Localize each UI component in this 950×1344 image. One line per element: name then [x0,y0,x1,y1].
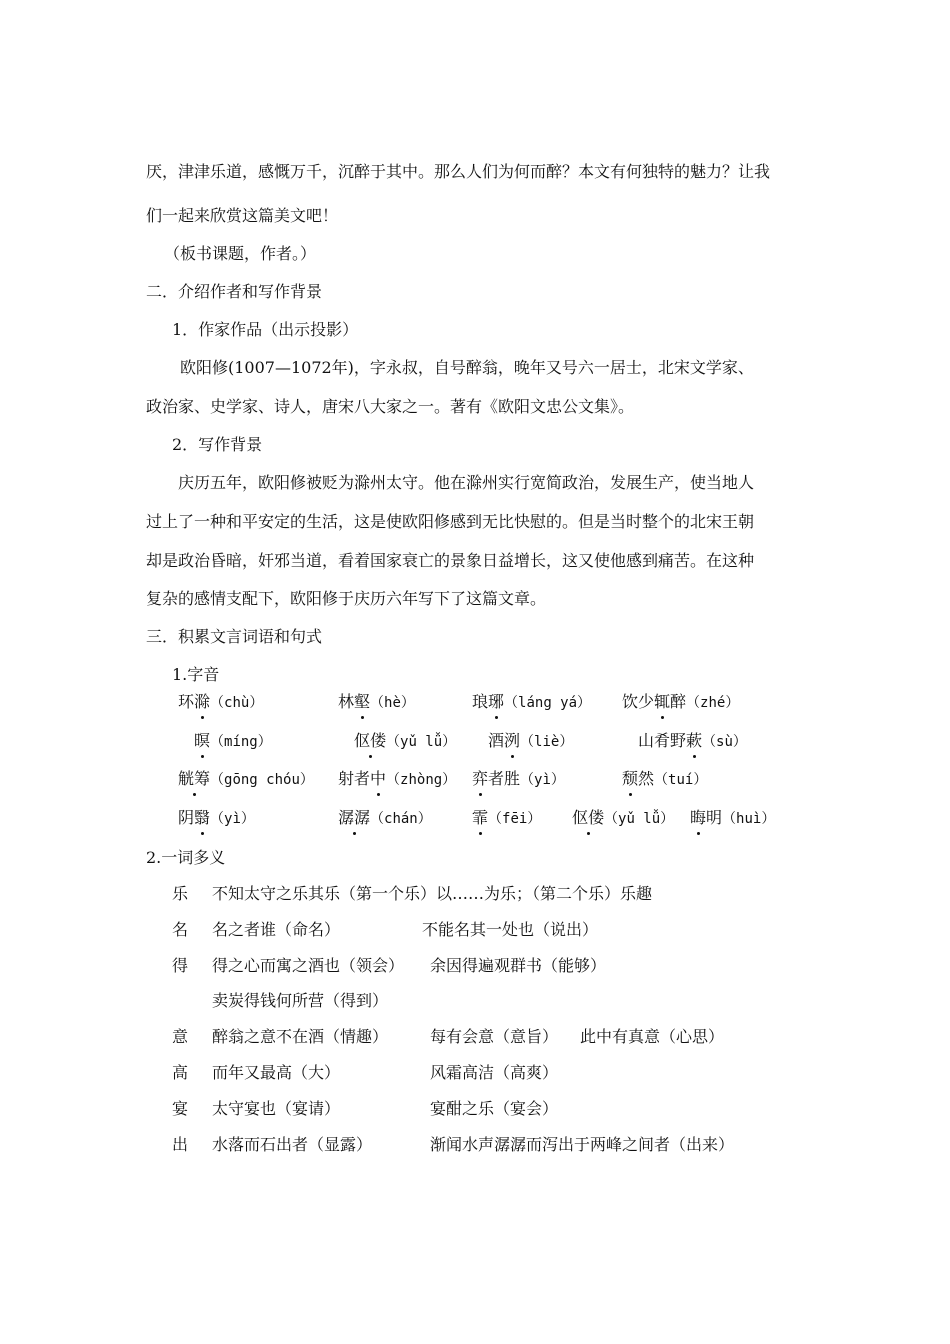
pron-dotted-char: 翳 [194,808,211,827]
background-line-2: 过上了一种和平安定的生活，这是使欧阳修感到无比快慰的。但是当时整个的北宋王朝 [146,512,755,531]
pinyin: （tuí） [654,772,708,788]
pinyin: （fēi） [488,811,542,827]
pinyin: （zhé） [686,695,740,711]
pinyin: （liè） [520,734,574,750]
pron-item: 山肴野蔌（sù） [638,731,747,750]
pron-dotted-char: 弈 [472,769,489,788]
pinyin: （sù） [702,734,747,750]
polysemy-example: 此中有真意（心思） [580,1027,725,1046]
pron-item [472,808,541,829]
pinyin: （gōng chóu） [210,772,314,788]
pron-dotted-char: 中 [370,769,387,788]
polysemy-example: 风霜高洁（高爽） [430,1063,559,1082]
pinyin: （yì） [210,811,255,827]
polysemy-example: 而年又最高（大） [212,1063,341,1082]
pron-item [194,731,272,752]
section-2-2-heading: 2．写作背景 [172,435,263,454]
polysemy-example: 不能名其一处也（说出） [422,920,599,939]
pron-item: 射者中（zhòng） [338,769,457,788]
polysemy-example: 每有会意（意旨） [430,1027,559,1046]
section-2-1-heading: 1．作家作品（出示投影） [172,320,359,339]
pinyin: （chán） [370,811,432,827]
polysemy-example: 名之者谁（命名） [212,920,341,939]
pronunciation-heading: 1.字音 [172,665,220,684]
polysemy-example: 宴酣之乐（宴会） [430,1099,559,1118]
polysemy-char: 乐 [172,884,189,903]
pron-dotted-char: 辄 [654,692,671,711]
polysemy-example: 水落而石出者（显露） [212,1135,373,1154]
pron-item [178,769,314,790]
pinyin: （láng yá） [504,695,592,711]
section-2-heading: 二．介绍作者和写作背景 [146,282,323,301]
polysemy-char: 出 [172,1135,189,1154]
background-line-3: 却是政治昏暗，奸邪当道，看着国家衰亡的景象日益增长，这又使他感到痛苦。在这种 [146,551,755,570]
pron-item: 颓然（tuí） [622,769,708,788]
polysemy-char: 高 [172,1063,189,1082]
polysemy-heading: 2.一词多义 [146,848,226,867]
pinyin: （yǔ lǚ） [386,734,457,750]
pron-item [354,731,456,752]
background-line-1: 庆历五年，欧阳修被贬为滁州太守。他在滁州实行宽简政治，发展生产，使当地人 [178,473,755,492]
pron-item [572,808,674,829]
polysemy-char: 得 [172,956,189,975]
pron-item: 饮少辄醉（zhé） [622,692,740,711]
pinyin: （huì） [722,811,776,827]
pinyin: （yì） [520,772,565,788]
pron-item [338,808,432,829]
pron-dotted-char: 伛偻 [572,808,605,827]
pron-dotted-char: 潺潺 [338,808,371,827]
pron-item: 阴翳（yì） [178,808,255,827]
intro-line-2: 们一起来欣赏这篇美文吧！ [146,206,339,225]
pinyin: （hè） [370,695,415,711]
polysemy-example: 余因得遍观群书（能够） [430,956,607,975]
pron-item: 弈者胜（yì） [472,769,565,788]
pinyin: （zhòng） [386,772,457,788]
pinyin: （chù） [210,695,264,711]
polysemy-example: 太守宴也（宴请） [212,1099,341,1118]
pinyin: （yǔ lǚ） [604,811,675,827]
polysemy-char: 名 [172,920,189,939]
intro-note: （板书课题，作者。） [164,244,317,263]
author-paragraph-line-2: 政治家、史学家、诗人，唐宋八大家之一。著有《欧阳文忠公文集》。 [146,397,635,416]
polysemy-example: 醉翁之意不在酒（情趣） [212,1027,389,1046]
pron-item: 林壑（hè） [338,692,415,711]
intro-line-1: 厌，津津乐道，感慨万千，沉醉于其中。那么人们为何而醉？本文有何独特的魅力？让我 [146,162,771,181]
polysemy-example: 渐闻水声潺潺而泻出于两峰之间者（出来） [430,1135,735,1154]
pron-dotted-char: 伛偻 [354,731,387,750]
pron-dotted-char: 暝 [194,731,211,750]
pron-item: 酒洌（liè） [488,731,574,750]
pron-dotted-char: 琊 [488,692,505,711]
pron-item: 琅琊（láng yá） [472,692,592,711]
pron-dotted-char: 颓 [622,769,639,788]
polysemy-char: 宴 [172,1099,189,1118]
pron-dotted-char: 洌 [504,731,521,750]
background-line-4: 复杂的感情支配下，欧阳修于庆历六年写下了这篇文章。 [146,589,547,608]
pinyin: （míng） [210,734,272,750]
pron-item: 晦明（huì） [690,808,776,827]
pron-dotted-char: 滁 [194,692,211,711]
pron-dotted-char: 蔌 [686,731,703,750]
section-3-heading: 三．积累文言词语和句式 [146,627,323,646]
pron-dotted-char: 晦 [690,808,707,827]
pron-dotted-char: 霏 [472,808,489,827]
polysemy-example: 卖炭得钱何所营（得到） [212,991,389,1010]
pron-item: 环滁（chù） [178,692,264,711]
polysemy-example: 得之心而寓之酒也（领会） [212,956,405,975]
pron-dotted-char: 觥筹 [178,769,211,788]
polysemy-char: 意 [172,1027,189,1046]
pron-dotted-char: 壑 [354,692,371,711]
author-paragraph-line-1: 欧阳修(1007—1072年)，字永叔，自号醉翁，晚年又号六一居士，北宋文学家、 [180,358,754,377]
polysemy-example: 不知太守之乐其乐（第一个乐）以……为乐；（第二个乐）乐趣 [212,884,653,903]
